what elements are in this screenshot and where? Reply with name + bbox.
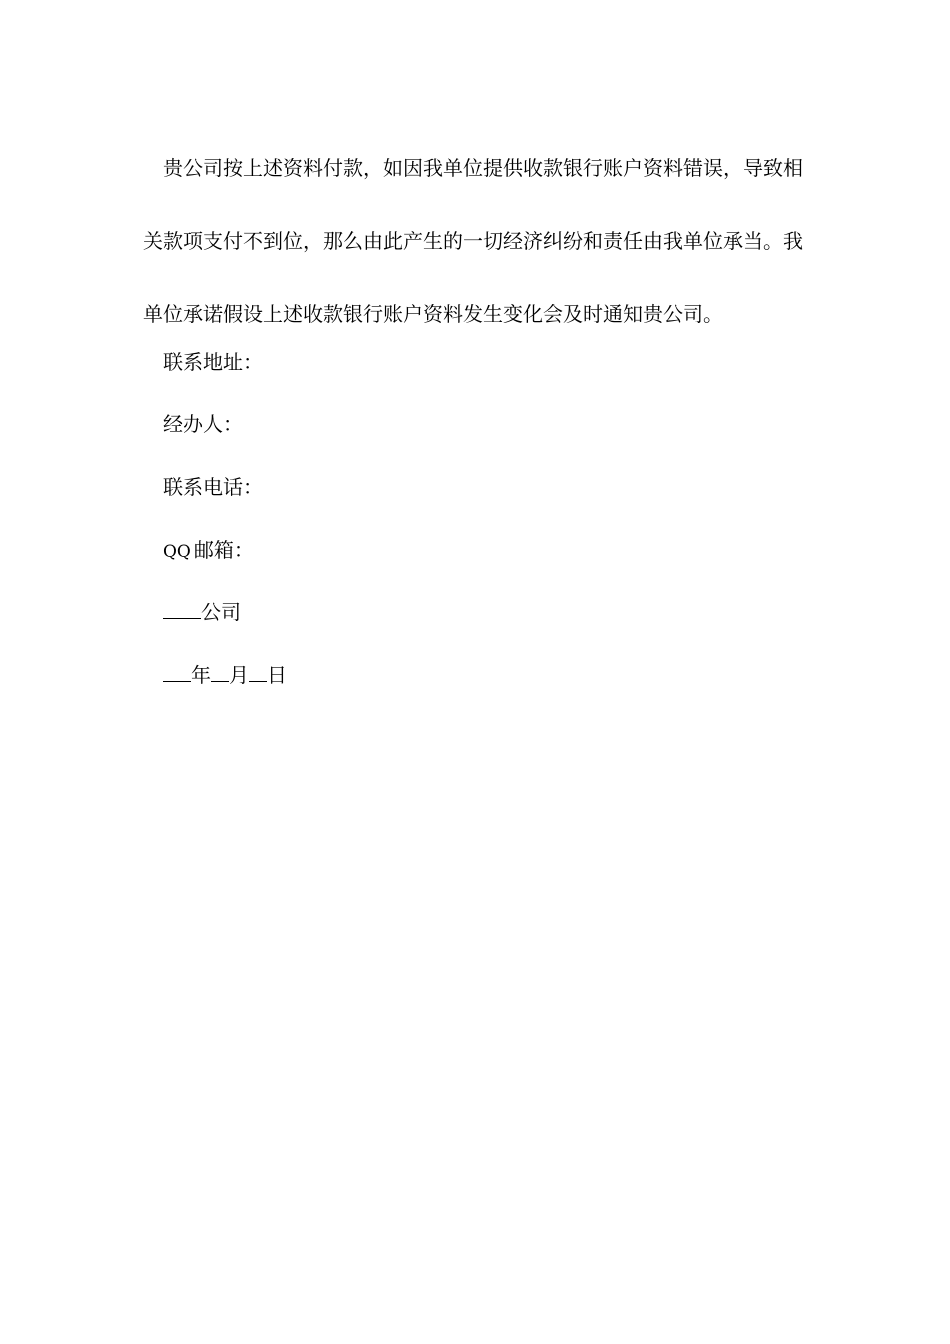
company-suffix: 公司	[201, 600, 241, 624]
contact-phone-label: 联系电话：	[163, 475, 263, 499]
year-label: 年	[191, 663, 211, 687]
contact-address-label: 联系地址：	[163, 350, 263, 374]
email-label-line	[163, 536, 254, 566]
month-label: 月	[229, 663, 249, 687]
day-blank	[249, 663, 267, 682]
date-line	[163, 661, 287, 689]
company-name-blank	[163, 600, 201, 619]
email-prefix: QQ	[163, 542, 191, 562]
handler-label: 经办人：	[163, 412, 243, 436]
company-line	[163, 598, 241, 626]
day-label: 日	[267, 663, 287, 687]
year-blank	[163, 663, 191, 682]
email-label: 邮箱：	[193, 538, 254, 562]
month-blank	[211, 663, 229, 682]
commitment-paragraph: 贵公司按上述资料付款，如因我单位提供收款银行账户资料错误，导致相关款项支付不到位，那么由此产生的一切经济纠纷和责任由我单位承当。我单位承诺假设上述收款银行账户资料发生变化会及时通知贵公司。	[143, 156, 803, 326]
